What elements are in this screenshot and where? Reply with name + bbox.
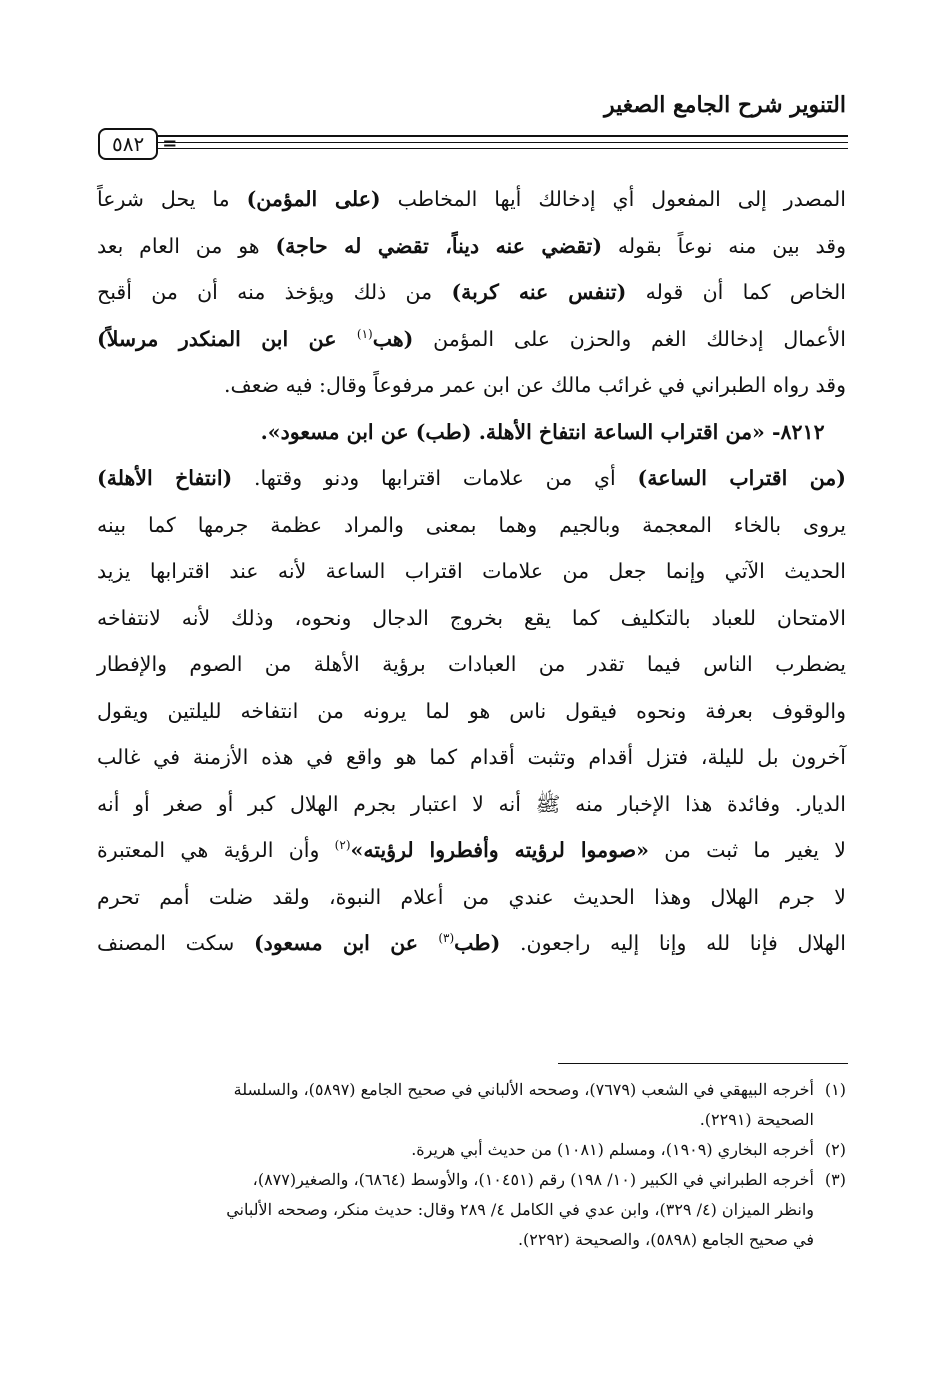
page-number-box [98,127,206,161]
footnote-1: (١)أخرجه البيهقي في الشعب (٧٦٧٩)، وصححه الألباني في صحيح الجامع (٥٨٩٧)، والسلسلة [233,1080,846,1099]
text-line: الحديث الآتي وإنما جعل من علامات اقتراب الساعة لأنه عند اقترابها يزيد [97,559,846,583]
text-line: الخاص كما أن قوله (تنفس عنه كربة) من ذلك ويؤخذ منه أن من أقبح [97,280,846,304]
text-line: المصدر إلى المفعول أي إدخالك أيها المخاطب (على المؤمن) ما يحل شرعاً [97,187,846,211]
hadith-text: «من اقتراب الساعة انتفاخ الأهلة. (طب) عن ابن مسعود». [260,419,765,444]
page-number-mark: = [162,133,178,154]
footnote-3: (٣)أخرجه الطبراني في الكبير (١٠/ ١٩٨) رقم (١٠٤٥١)، والأوسط (٦٨٦٤)، والصغير(٨٧٧)، [252,1170,846,1189]
running-title: التنوير شرح الجامع الصغير [604,92,846,118]
footnote-1-cont: الصحيحة (٢٢٩١). [699,1110,814,1129]
text-line: الديار. وفائدة هذا الإخبار منه ﷺ أنه لا اعتبار بجرم الهلال كبر أو صغر أو أنه [97,791,846,816]
text-line: يروى بالخاء المعجمة وبالجيم وهما بمعنى والمراد عظمة جرمها كما بينه [97,512,846,537]
footnote-ref: (٢) [334,838,351,853]
footnote-3-cont: وانظر الميزان (٤/ ٣٢٩)، وابن عدي في الكامل ٤/ ٢٨٩ وقال: حديث منكر، وصححه الألباني [226,1200,814,1219]
footnote-2: (٢)أخرجه البخاري (١٩٠٩)، ومسلم (١٠٨١) من حديث أبي هريرة. [411,1140,846,1159]
hadith-heading [97,409,846,456]
text-line: الامتحان للعباد بالتكليف كما يقع بخروج الدجال ونحوه، وذلك لأنه لانتفاخه [97,605,846,630]
footnote-3-cont: في صحيح الجامع (٥٨٩٨)، والصحيحة (٢٢٩٢). [517,1230,814,1249]
header-rule [125,135,848,137]
text-line: (من اقتراب الساعة) أي من علامات اقترابها ودنو وقتها. (انتفاخ الأهلة) [97,466,846,490]
text-line: لا يغير ما ثبت من «صوموا لرؤيته وأفطروا لرؤيته»$^{(٢)}$ وأن الرؤية هي المعتبرة [97,838,846,862]
text-line: لا جرم الهلال وهذا الحديث عندي من أعلام النبوة، ولقد ضلت أمم تحرم [97,884,846,909]
header-rule [125,142,848,143]
page-number: ٥٨٢ [98,128,158,160]
footnote-ref: (٣) [438,931,455,946]
text-line: وقد رواه الطبراني في غرائب مالك عن ابن عمر مرفوعاً وقال: فيه ضعف. [224,373,846,397]
footnote-divider [558,1063,848,1064]
text-line: يضطرب الناس فيما تقدر من العبادات برؤية الأهلة من الصوم والإفطار [97,652,846,676]
text-line: والوقوف بعرفة ونحوه فيقول ناس هو لما يرونه من انتفاخه لليلتين ويقول [97,698,846,723]
hadith-number: ٨٢١٢- [764,419,825,444]
text-line: وقد بين منه نوعاً بقوله (تقضي عنه ديناً، تقضي له حاجة) هو من العام بعد [97,233,847,258]
header-rule [125,148,848,149]
text-line: الأعمال إدخالك الغم والحزن على المؤمن (هب$^{(١)}$ عن ابن المنكدر مرسلاً) [97,326,846,351]
body-text [97,176,846,967]
footnote-ref: (١) [356,326,373,341]
footnotes [97,1075,846,1255]
text-line: آخرون بل لليلة، فتزل أقدام وتثبت أقدام كما هو واقع في هذه الأزمنة في غالب [97,745,846,769]
text-line: الهلال فإنا لله وإنا إليه راجعون. (طب$^{(٣)}$ عن ابن مسعود) سكت المصنف [97,931,846,955]
